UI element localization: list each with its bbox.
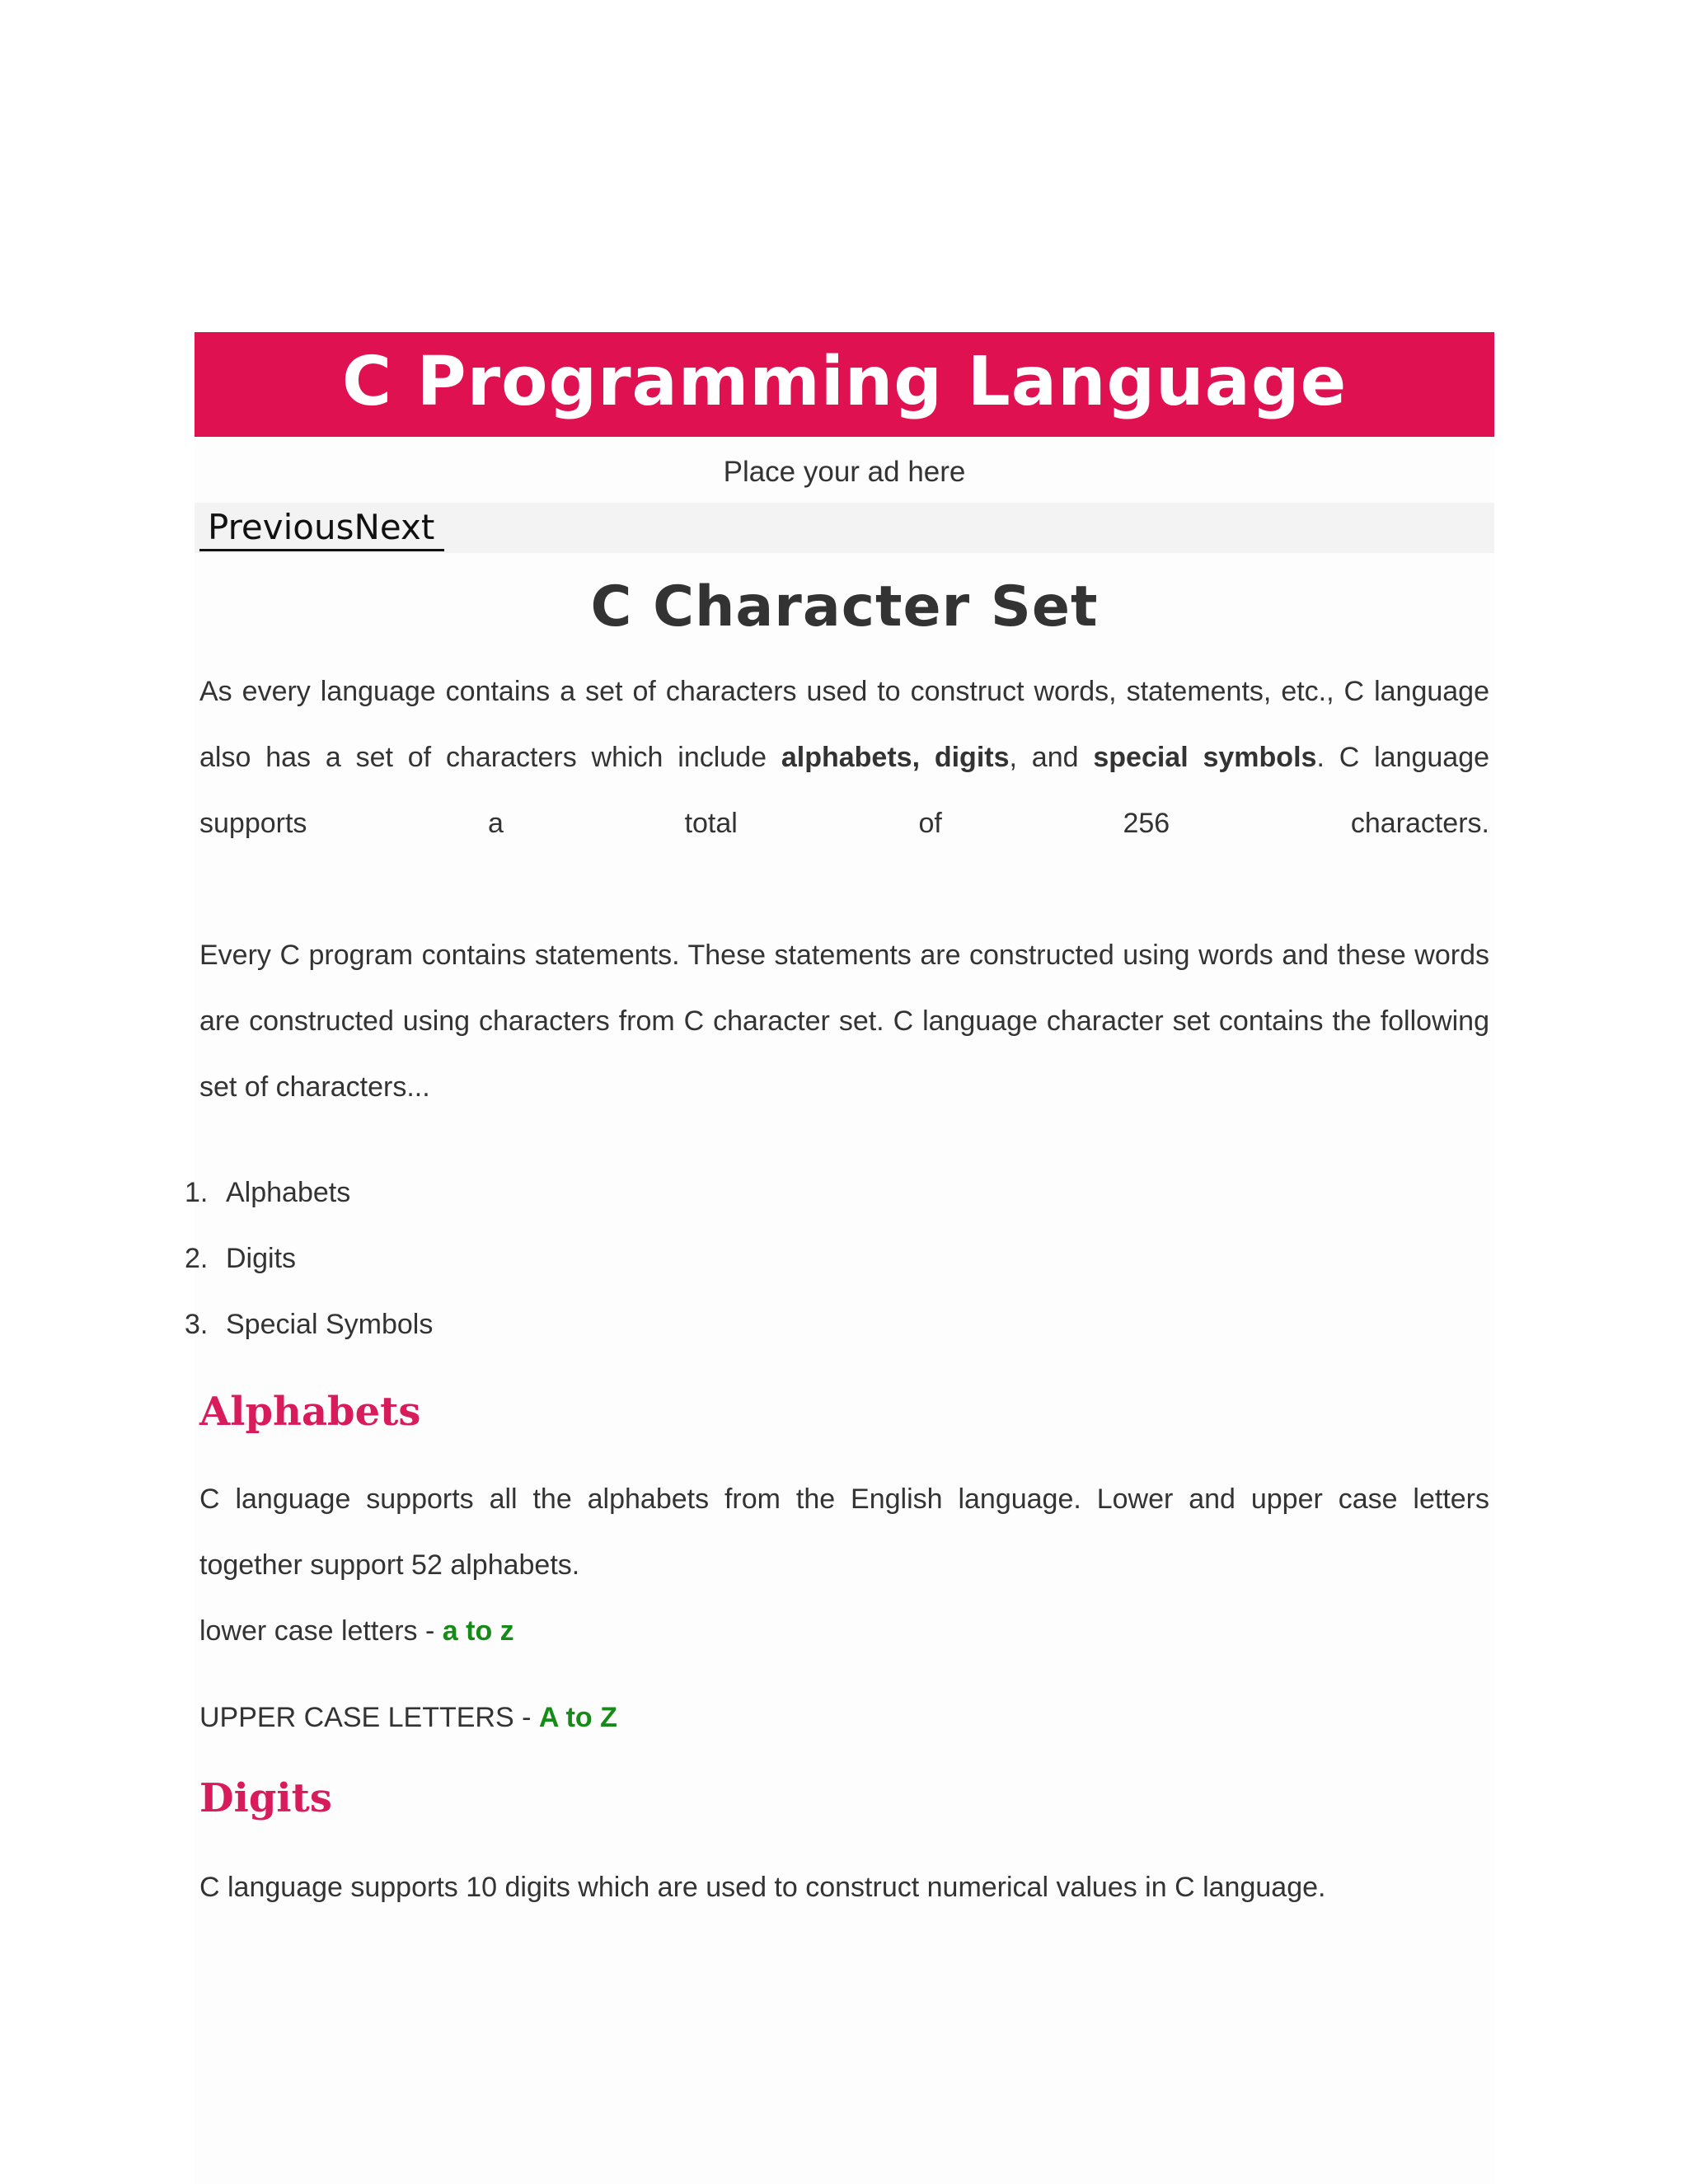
- alphabets-heading: Alphabets: [199, 1389, 421, 1435]
- intro-bold-2: special symbols: [1093, 742, 1317, 773]
- lower-case-label: lower case letters -: [199, 1615, 443, 1647]
- site-title: C Programming Language: [341, 343, 1348, 421]
- list-label: Special Symbols: [226, 1309, 434, 1340]
- intro-text-1: As every language contains a set of characters used to construct words, statements, etc., C language also has a set of characters which include: [199, 676, 1489, 773]
- next-link[interactable]: Next: [354, 507, 435, 547]
- lower-case-range: a to z: [442, 1615, 514, 1647]
- digits-paragraph: C language supports 10 digits which are used to construct numerical values in C language.: [199, 1872, 1326, 1903]
- intro-paragraph: [195, 658, 1494, 856]
- page-container: [185, 332, 1494, 2184]
- site-banner: [195, 332, 1494, 437]
- upper-case-line: [195, 1696, 1494, 1739]
- list-item: [185, 1226, 1494, 1291]
- alphabets-paragraph: C language supports all the alphabets from the English language. Lower and upper case letters together support 52 alphabets.: [199, 1483, 1489, 1581]
- previous-link[interactable]: Previous: [208, 507, 354, 547]
- lower-case-line: [195, 1610, 1494, 1652]
- upper-case-range: A to Z: [538, 1702, 617, 1733]
- list-label: Alphabets: [226, 1177, 351, 1208]
- intro-text-2: , and: [1009, 742, 1094, 773]
- list-item: [185, 1160, 1494, 1226]
- list-item: [185, 1291, 1494, 1357]
- ad-placeholder[interactable]: Place your ad here: [723, 456, 966, 488]
- digits-heading: Digits: [199, 1775, 332, 1821]
- list-number: 1.: [185, 1177, 209, 1208]
- intro-bold-1: alphabets, digits: [781, 742, 1010, 773]
- character-set-list: [185, 1160, 1494, 1357]
- page-title: C Character Set: [590, 574, 1099, 640]
- pagination-nav: [195, 503, 1494, 553]
- list-number: 2.: [185, 1243, 209, 1274]
- list-number: 3.: [185, 1309, 209, 1340]
- intro-text-3: . C language supports a total of 256 characters.: [199, 742, 1490, 839]
- upper-case-label: UPPER CASE LETTERS -: [199, 1702, 539, 1733]
- nav-links: [199, 506, 444, 551]
- statements-paragraph: Every C program contains statements. These statements are constructed using words and these words are constructed using characters from C character set. C language character set contains the following set of characters...: [199, 940, 1489, 1103]
- list-label: Digits: [226, 1243, 297, 1274]
- content-area: [185, 437, 1494, 2184]
